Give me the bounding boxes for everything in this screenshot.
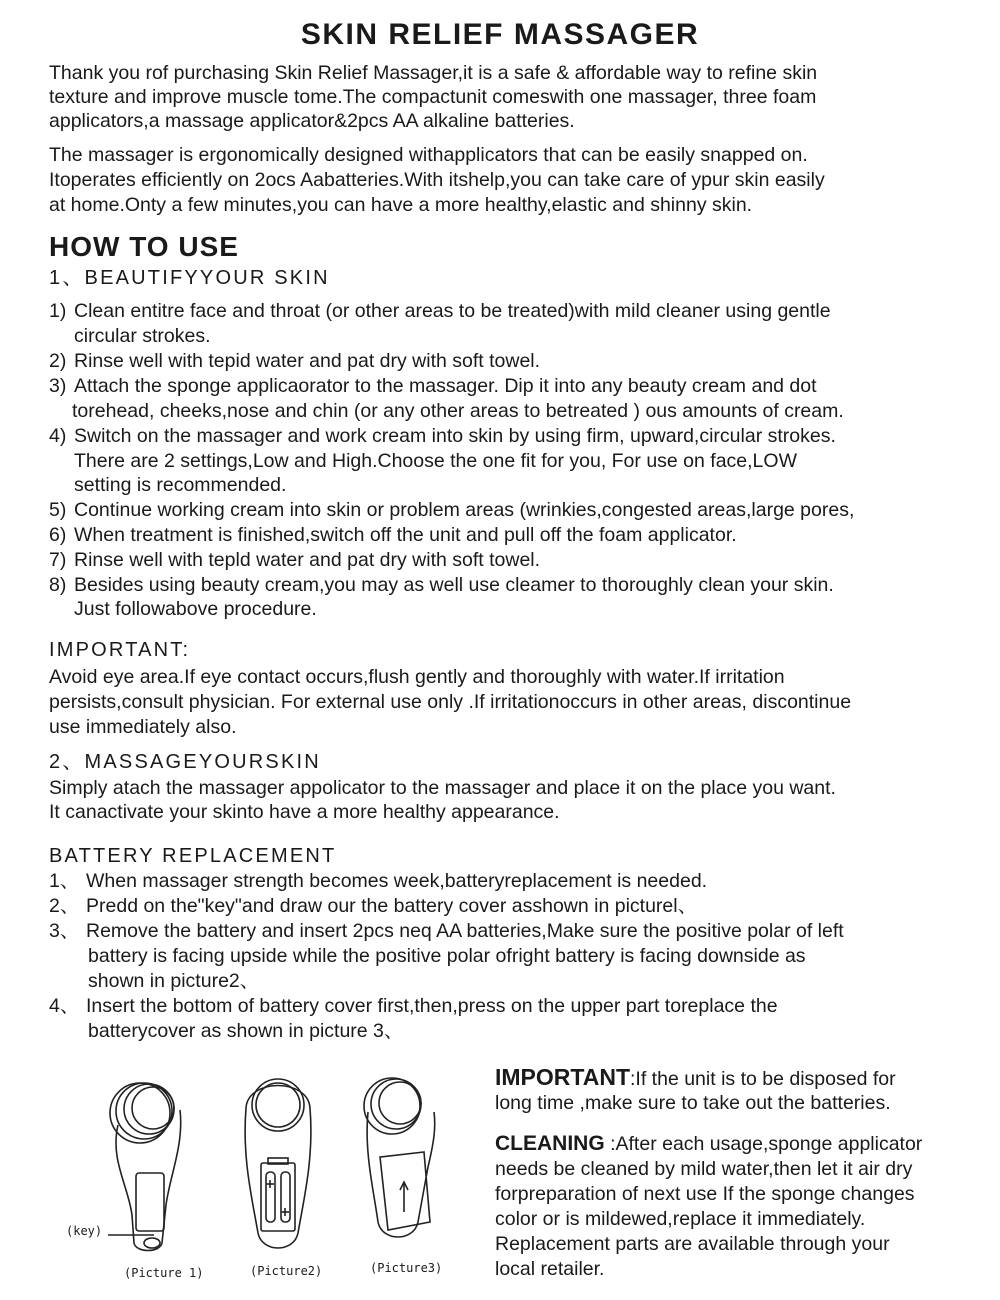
battery-step-line: Predd on the"key"and draw our the battery cover asshown in picturel、 <box>86 895 698 917</box>
cleaning-line: Replacement parts are available through your <box>495 1233 890 1255</box>
section2-heading: 2、MASSAGEYOURSKIN <box>49 751 321 773</box>
battery-heading: BATTERY REPLACEMENT <box>49 845 337 867</box>
step-number: 3) <box>49 375 67 397</box>
step-line: Besides using beauty cream,you may as well use cleamer to thoroughly clean your skin. <box>74 574 834 596</box>
step-line: Just followabove procedure. <box>74 598 317 620</box>
important-line: Avoid eye area.If eye contact occurs,flush gently and thoroughly with water.If irritation <box>49 666 785 688</box>
intro-p2-line: The massager is ergonomically designed withapplicators that can be easily snapped on. <box>49 144 808 166</box>
section2-line: It canactivate your skinto have a more healthy appearance. <box>49 801 560 823</box>
how-to-use-heading: HOW TO USE <box>49 231 239 262</box>
intro-p1-line: applicators,a massage applicator&2pcs AA alkaline batteries. <box>49 110 575 132</box>
battery-step-number: 1、 <box>49 870 80 892</box>
step-line: Clean entitre face and throat (or other areas to be treated)with mild cleaner using gentle <box>74 300 831 322</box>
cleaning-line: local retailer. <box>495 1258 605 1280</box>
important2-text: :If the unit is to be disposed for <box>630 1068 896 1090</box>
key-label: (key) <box>66 1224 103 1238</box>
step-line: When treatment is finished,switch off the unit and pull off the foam applicator. <box>74 524 737 546</box>
battery-step-line: batterycover as shown in picture 3、 <box>88 1020 404 1042</box>
intro-p1-line: Thank you rof purchasing Skin Relief Massager,it is a safe & affordable way to refine skin <box>49 62 818 84</box>
step-line: There are 2 settings,Low and High.Choose the one fit for you, For use on face,LOW <box>74 450 797 472</box>
step-number: 1) <box>49 300 67 322</box>
important2-line: long time ,make sure to take out the batteries. <box>495 1092 891 1114</box>
step-number: 4) <box>49 425 67 447</box>
cleaning-line: forpreparation of next use If the sponge changes <box>495 1183 915 1205</box>
cleaning-line: needs be cleaned by mild water,then let it air dry <box>495 1158 913 1180</box>
battery-step-line: battery is facing upside while the positive polar ofright battery is facing downside as <box>88 945 806 967</box>
section2-line: Simply atach the massager appolicator to the massager and place it on the place you want. <box>49 777 836 799</box>
key-pointer-line <box>108 1232 156 1238</box>
intro-p1-line: texture and improve muscle tome.The compactunit comeswith one massager, three foam <box>49 86 817 108</box>
step-number: 5) <box>49 499 67 521</box>
intro-p2-line: at home.Onty a few minutes,you can have a more healthy,elastic and shinny skin. <box>49 194 753 216</box>
step-line: Attach the sponge applicaorator to the massager. Dip it into any beauty cream and dot <box>74 375 817 397</box>
step-line: circular strokes. <box>74 325 211 347</box>
important-line: persists,consult physician. For external use only .If irritationoccurs in other areas, discontinue <box>49 691 852 713</box>
step-number: 7) <box>49 549 67 571</box>
step-line: torehead, cheeks,nose and chin (or any other areas to betreated ) ous amounts of cream. <box>72 400 844 422</box>
battery-step-line: When massager strength becomes week,batteryreplacement is needed. <box>86 870 708 892</box>
cleaning-line: color or is mildewed,replace it immediately. <box>495 1208 866 1230</box>
document-title: SKIN RELIEF MASSAGER <box>300 18 700 51</box>
step-number: 6) <box>49 524 67 546</box>
picture2-illustration <box>238 1068 318 1260</box>
battery-step-number: 2、 <box>49 895 80 917</box>
step-line: Continue working cream into skin or problem areas (wrinkies,congested areas,large pores, <box>74 499 855 521</box>
picture3-caption: (Picture3) <box>370 1261 443 1275</box>
battery-step-line: Remove the battery and insert 2pcs neq AA batteries,Make sure the positive polar of left <box>86 920 844 942</box>
battery-step-line: shown in picture2、 <box>88 970 260 992</box>
cleaning-text: :After each usage,sponge applicator <box>604 1133 923 1155</box>
step-line: Rinse well with tepld water and pat dry with soft towel. <box>74 549 541 571</box>
step-line: Rinse well with tepid water and pat dry with soft towel. <box>74 350 541 372</box>
important2-lead: IMPORTANT <box>495 1064 631 1090</box>
battery-step-number: 3、 <box>49 920 80 942</box>
cleaning-line <box>495 1130 922 1158</box>
step-line: Switch on the massager and work cream into skin by using firm, upward,circular strokes. <box>74 425 836 447</box>
step-number: 2) <box>49 350 67 372</box>
important2-line <box>495 1063 896 1093</box>
cleaning-lead: CLEANING <box>495 1132 605 1155</box>
section1-heading: 1、BEAUTIFYYOUR SKIN <box>49 267 330 289</box>
step-line: setting is recommended. <box>74 474 287 496</box>
battery-step-line: Insert the bottom of battery cover first,then,press on the upper part toreplace the <box>86 995 778 1017</box>
picture1-caption: (Picture 1) <box>124 1266 204 1280</box>
battery-step-number: 4、 <box>49 995 80 1017</box>
intro-p2-line: Itoperates efficiently on 2ocs Aabatteries.With itshelp,you can take care of ypur skin easily <box>49 169 825 191</box>
important-heading: IMPORTANT: <box>49 639 191 661</box>
picture2-caption: (Picture2) <box>250 1264 323 1278</box>
picture3-illustration <box>358 1072 448 1252</box>
important-line: use immediately also. <box>49 716 237 738</box>
step-number: 8) <box>49 574 67 596</box>
